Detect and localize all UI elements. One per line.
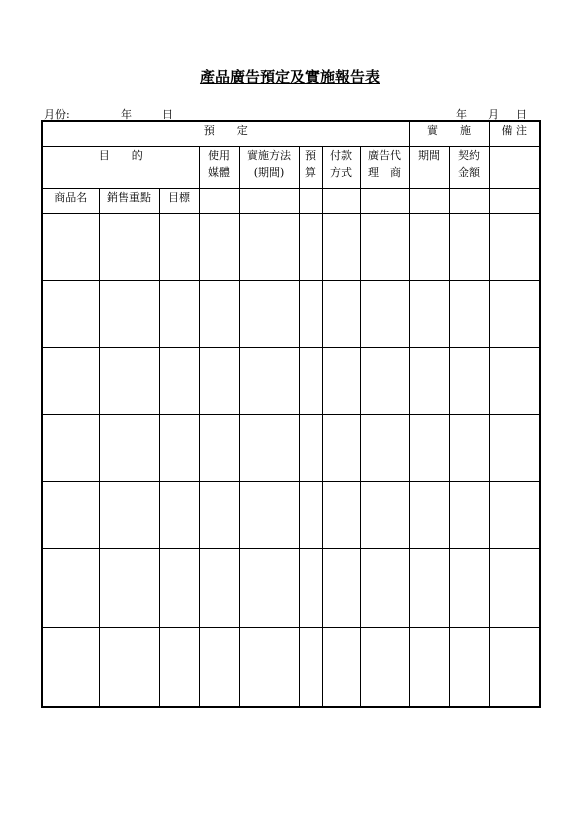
day-label-left: 日 <box>162 108 173 121</box>
remarks-cell <box>489 147 540 189</box>
budget-header: 預 算 <box>299 147 322 189</box>
day-label-right: 日 <box>516 108 527 121</box>
year-label-right: 年 <box>456 108 467 121</box>
target-header: 目標 <box>159 189 199 214</box>
purpose-subheader-row <box>42 189 540 214</box>
month-label: 月份: <box>44 108 70 121</box>
form-title: 產品廣告預定及實施報告表 <box>199 68 380 86</box>
method-header: 實施方法 (期間) <box>239 147 299 189</box>
contract-header: 契約 金額 <box>449 147 489 189</box>
purpose-header: 目 的 <box>42 147 199 189</box>
section-header-row <box>42 121 540 147</box>
column-header-row <box>42 147 540 189</box>
payment-header: 付款 方式 <box>322 147 360 189</box>
media-header: 使用 媒體 <box>199 147 239 189</box>
table-row <box>42 348 540 415</box>
period-header: 期間 <box>409 147 449 189</box>
remarks-header: 備 注 <box>489 121 540 147</box>
report-table <box>41 120 541 708</box>
month-label-right: 月 <box>488 108 499 121</box>
agency-header: 廣告代 理 商 <box>360 147 409 189</box>
sales-focus-header: 銷售重點 <box>99 189 159 214</box>
product-name-header: 商品名 <box>42 189 99 214</box>
implemented-header: 實 施 <box>409 121 489 147</box>
table-row <box>42 549 540 628</box>
table-row <box>42 415 540 482</box>
year-label-left: 年 <box>121 108 132 121</box>
table-row <box>42 628 540 708</box>
table-row <box>42 482 540 549</box>
planned-header: 預 定 <box>42 121 409 147</box>
table-row <box>42 281 540 348</box>
table-row <box>42 214 540 281</box>
